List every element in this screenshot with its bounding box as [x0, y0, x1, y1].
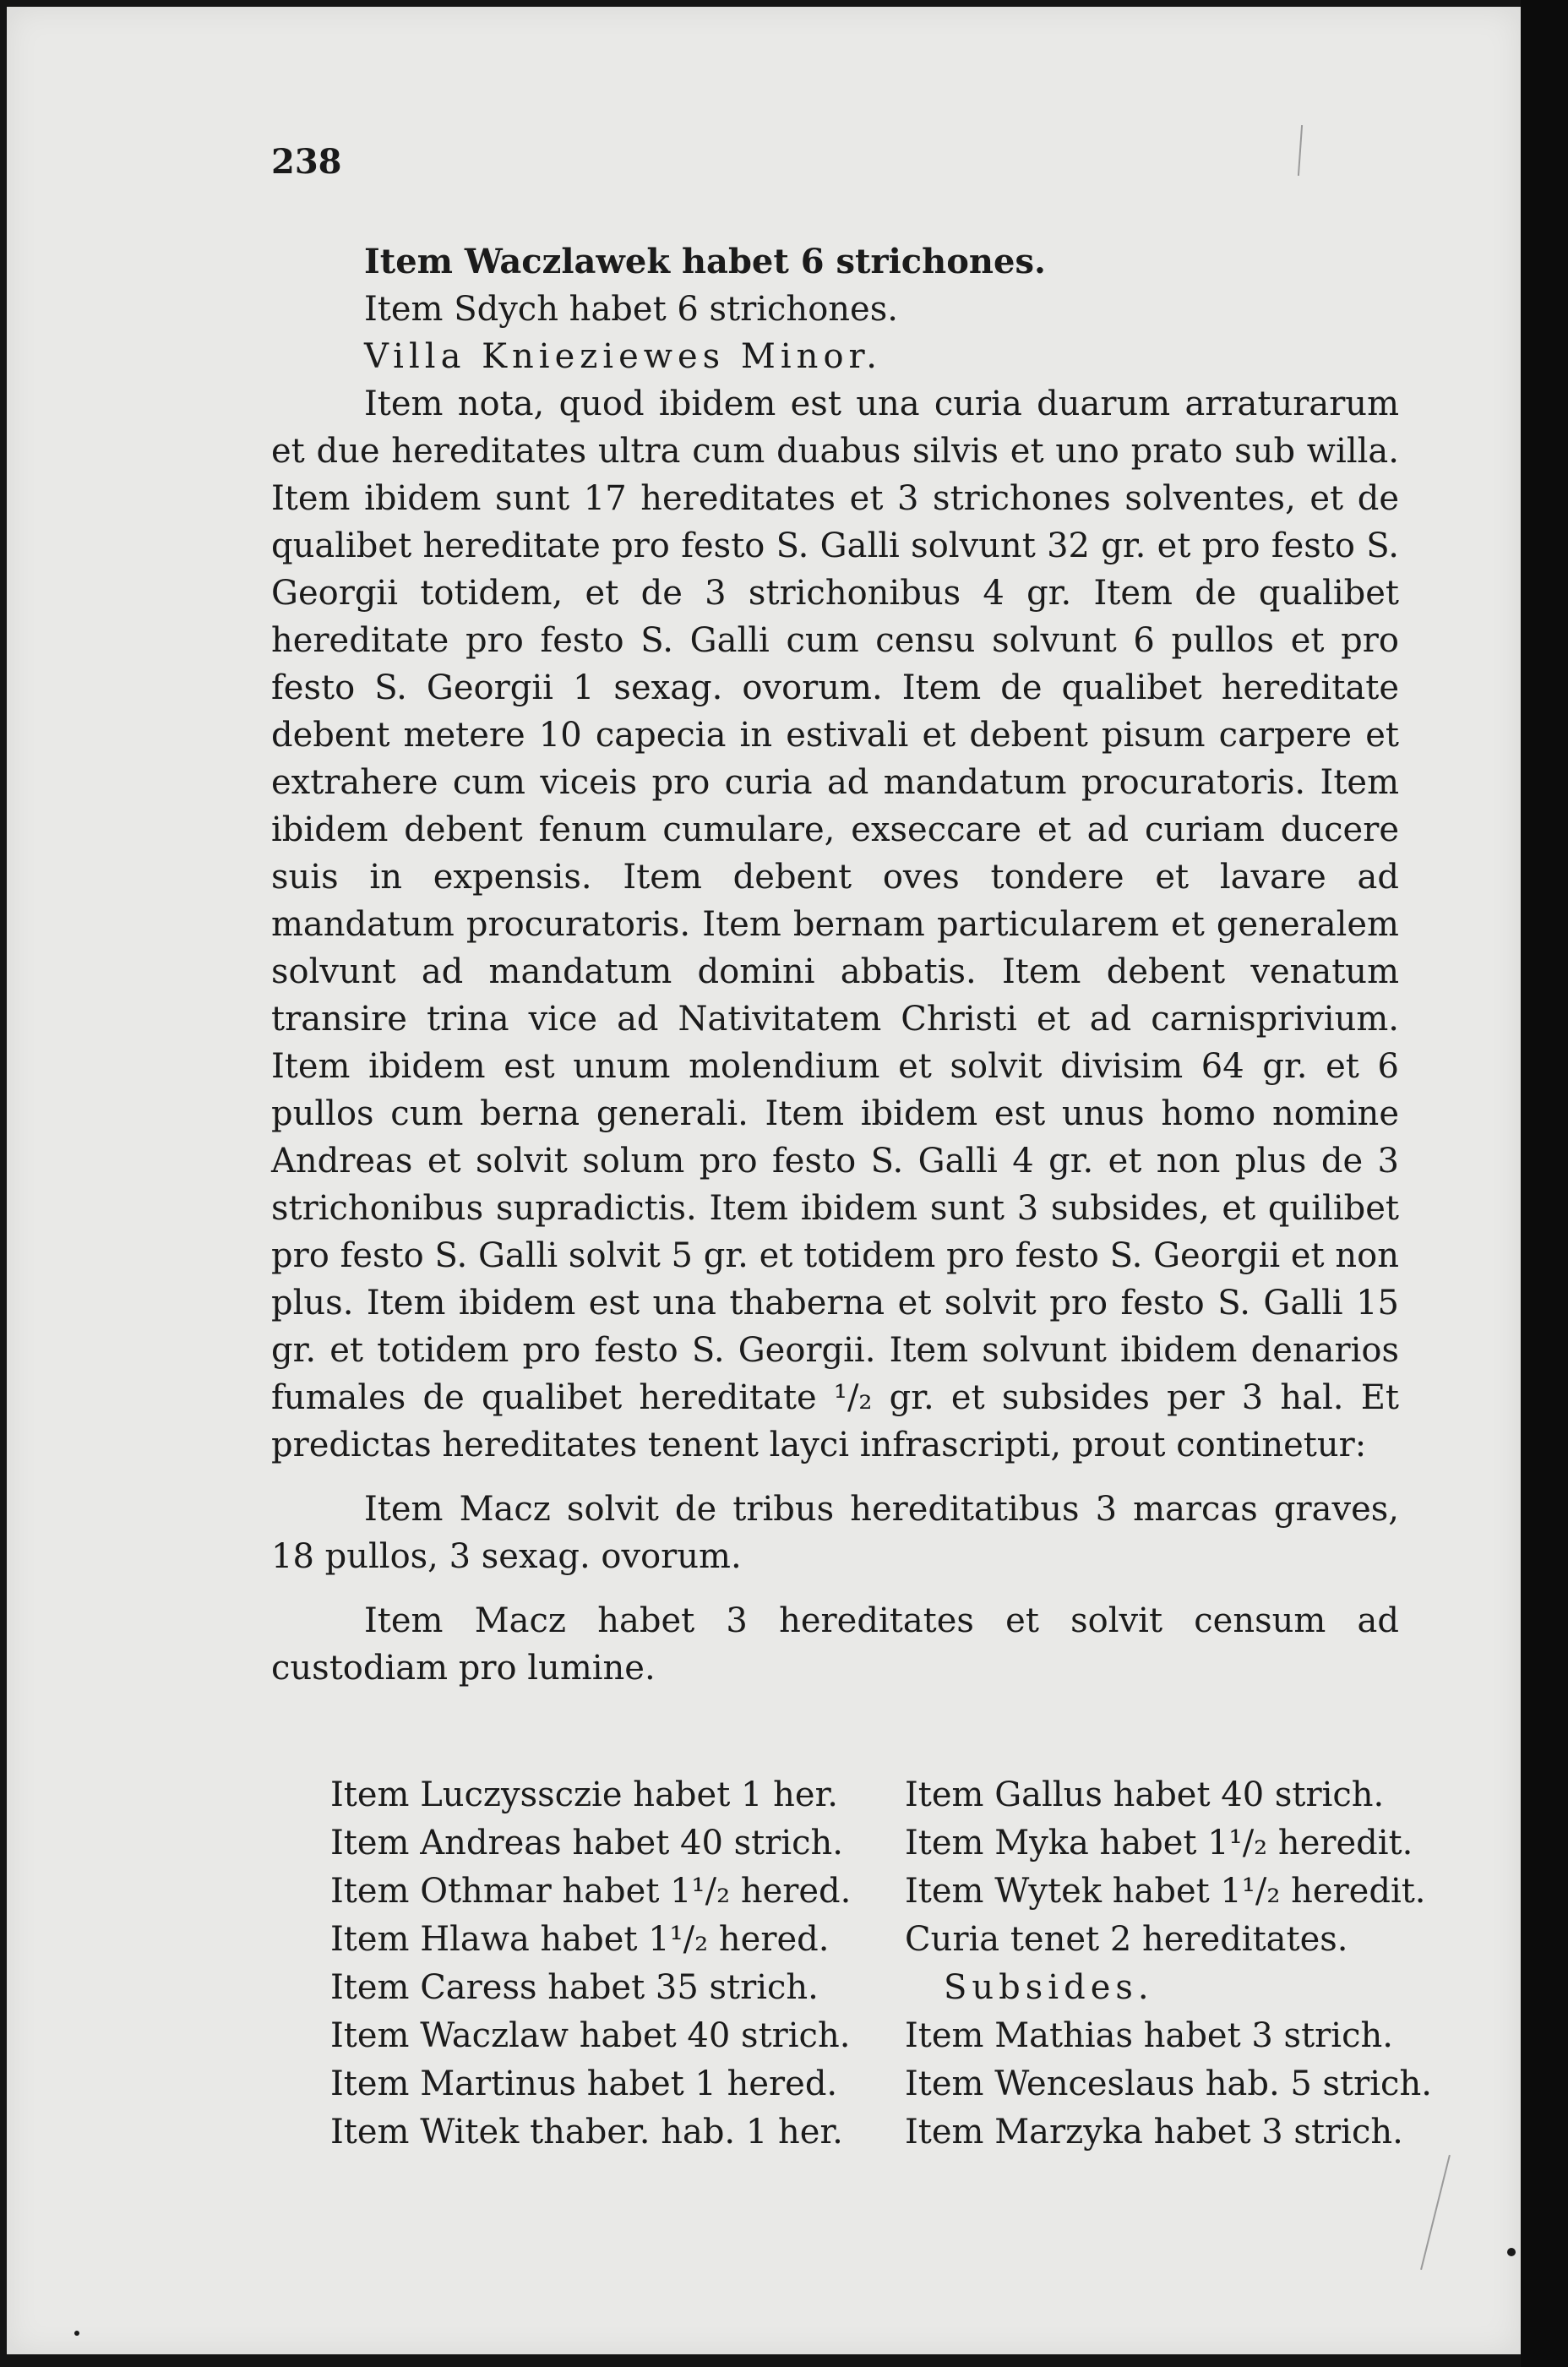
book-page — [7, 7, 1521, 2354]
list-item: Item Wytek habet 1¹/₂ heredit. — [905, 1872, 1426, 1911]
subsides-heading: Subsides. — [944, 1968, 1154, 2007]
list-item: Item Witek thaber. hab. 1 her. — [330, 2113, 843, 2152]
main-text — [271, 238, 1399, 1692]
scan-edge — [1521, 0, 1568, 2367]
body-paragraph: Item nota, quod ibidem est una curia duarum arraturarum et due hereditates ultra cum duabus silvis et uno prato sub willa. Item ibidem sunt 17 hereditates et 3 strichones solventes, et de qualibet hereditate pro festo S. Galli solvunt 32 gr. et pro festo S. Georgii totidem, et de 3 strichonibus 4 gr. Item de qualibet hereditate pro festo S. Galli cum censu solvunt 6 pullos et pro festo S. Georgii 1 sexag. ovorum. Item de qualibet hereditate debent metere 10 capecia in estivali et debent pisum carpere et extrahere cum viceis pro curia ad mandatum procuratoris. Item ibidem debent fenum cumulare, exseccare et ad curiam ducere suis in expensis. Item debent oves tondere et lavare ad mandatum procuratoris. Item bernam particularem et generalem solvunt ad mandatum domini abbatis. Item debent venatum transire trina vice ad Nativitatem Christi et ad carnisprivium. Item ibidem est unum molendium et solvit divisim 64 gr. et 6 pullos cum berna generali. Item ibidem est unus homo nomine Andreas et solvit solum pro festo S. Galli 4 gr. et non plus de 3 strichonibus supradictis. Item ibidem sunt 3 subsides, et quilibet pro festo S. Galli solvit 5 gr. et totidem pro festo S. Georgii et non plus. Item ibidem est una thaberna et solvit pro festo S. Galli 15 gr. et totidem pro festo S. Georgii. Item solvunt ibidem denarios fumales de qualibet hereditate ¹/₂ gr. et subsides per 3 hal. Et predictas hereditates tenent layci infrascripti, prout continetur: — [271, 385, 1399, 1464]
list-item: Item Hlawa habet 1¹/₂ hered. — [330, 1920, 830, 1959]
body-paragraph: Item Macz solvit de tribus hereditatibus 3 marcas graves, 18 pullos, 3 sexag. ovorum. — [271, 1490, 1399, 1576]
list-item: Item Martinus habet 1 hered. — [330, 2064, 838, 2103]
section-heading: Villa Knieziewes Minor. — [364, 337, 882, 376]
list-item: Item Caress habet 35 strich. — [330, 1968, 819, 2007]
list-item: Item Marzyka habet 3 strich. — [905, 2113, 1403, 2152]
body-paragraph: Item Macz habet 3 hereditates et solvit censum ad custodiam pro lumine. — [271, 1601, 1399, 1688]
list-item: Item Gallus habet 40 strich. — [905, 1775, 1385, 1814]
entry-line: Item Sdych habet 6 strichones. — [364, 290, 898, 329]
paper-scratch — [1420, 2155, 1451, 2270]
paper-scratch — [1298, 125, 1303, 176]
list-item: Item Andreas habet 40 strich. — [330, 1824, 844, 1863]
page-number: 238 — [271, 142, 342, 182]
list-item: Item Luczyssczie habet 1 her. — [330, 1775, 839, 1814]
ink-speck — [74, 2331, 79, 2336]
list-item: Item Mathias habet 3 strich. — [905, 2016, 1393, 2055]
list-item: Item Othmar habet 1¹/₂ hered. — [330, 1872, 852, 1911]
entry-line: Item Waczlawek habet 6 strichones. — [364, 242, 1046, 281]
holders-column-left — [330, 1771, 852, 2157]
ink-speck — [1507, 2248, 1516, 2256]
list-item: Item Myka habet 1¹/₂ heredit. — [905, 1824, 1413, 1863]
list-item: Item Wenceslaus hab. 5 strich. — [905, 2064, 1432, 2103]
holders-list — [330, 1771, 1432, 2157]
list-item: Item Waczlaw habet 40 strich. — [330, 2016, 851, 2055]
list-item: Curia tenet 2 hereditates. — [905, 1920, 1348, 1959]
holders-column-right — [905, 1771, 1432, 2157]
